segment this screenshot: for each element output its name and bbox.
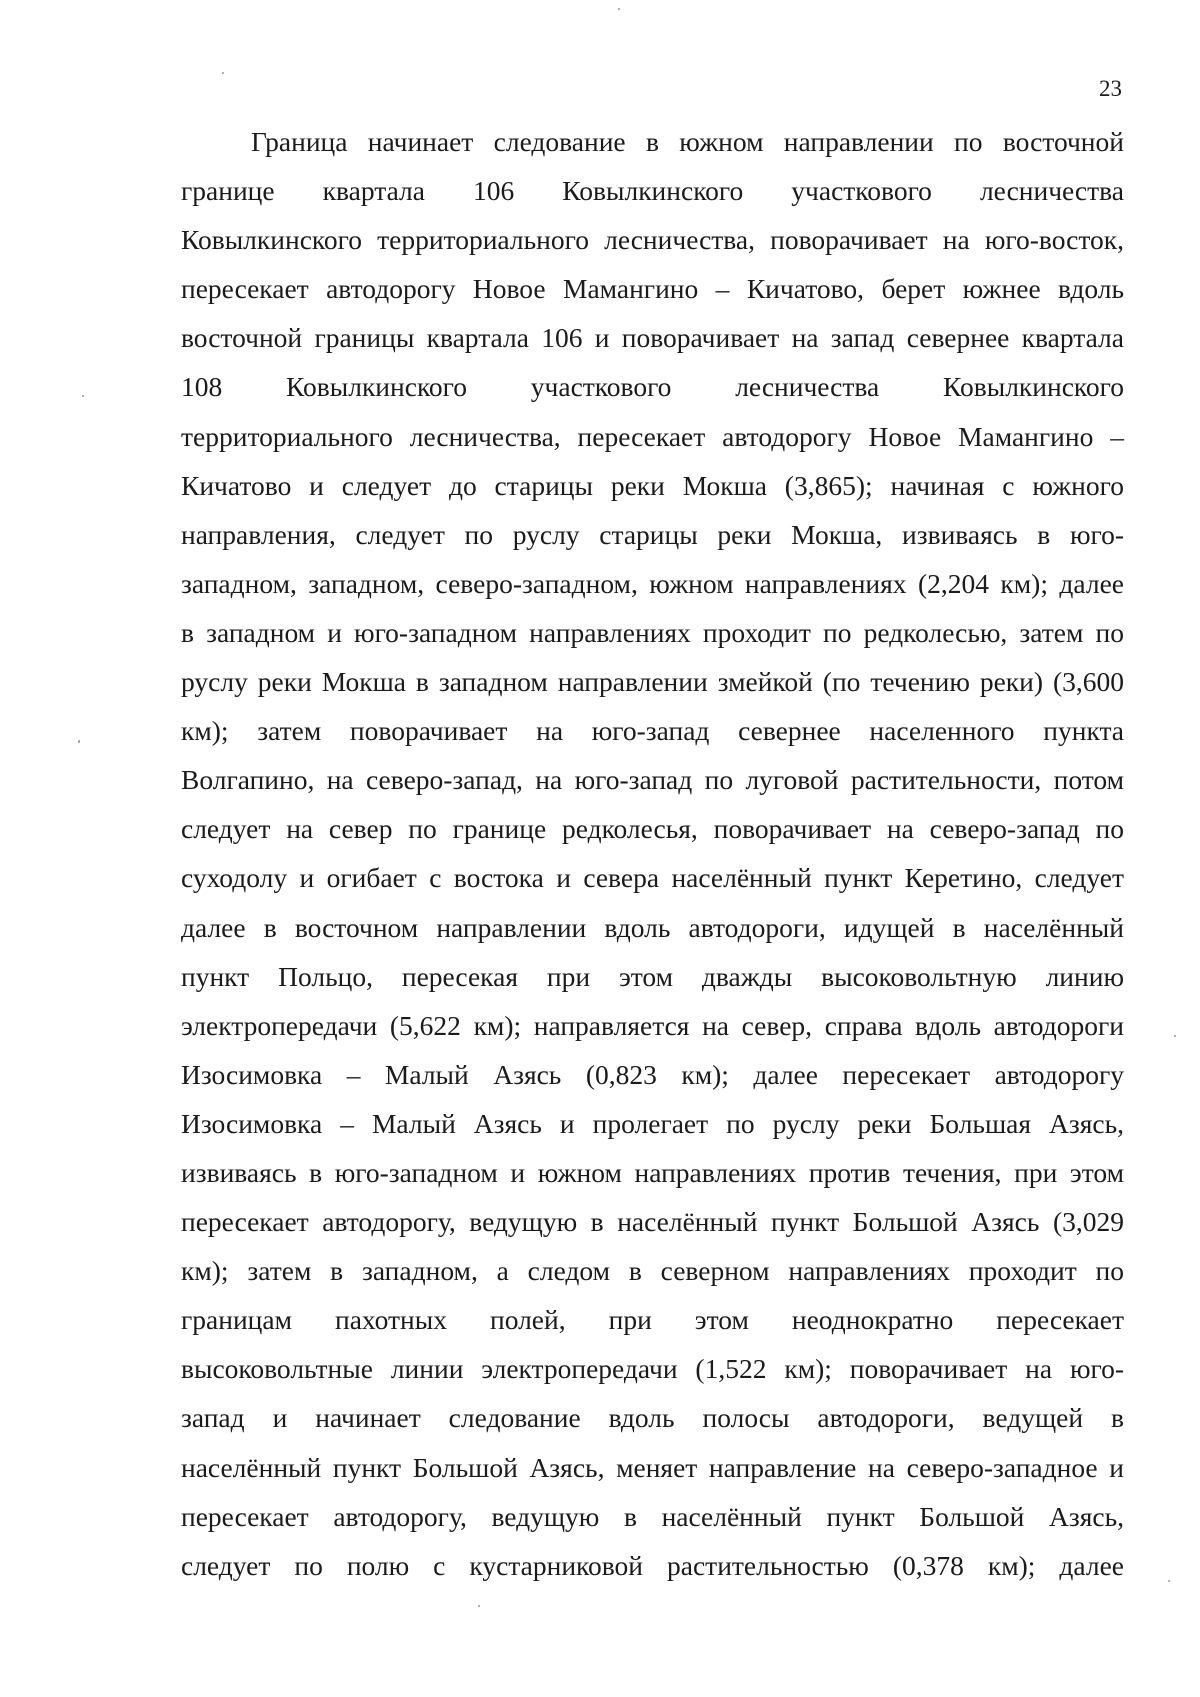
text-line: границам пахотных полей, при этом неоднократно пересекает <box>181 1304 1124 1336</box>
text-line: населённый пункт Большой Азясь, меняет направление на северо-западное и <box>181 1451 1124 1483</box>
text-line: км); затем поворачивает на юго-запад севернее населенного пункта <box>181 715 1124 747</box>
text-line: пункт Польцо, пересекая при этом дважды высоковольтную линию <box>181 960 1124 992</box>
page-number: 23 <box>1099 76 1122 101</box>
text-line: электропередачи (5,622 км); направляется на север, справа вдоль автодороги <box>181 1009 1124 1041</box>
text-line: Граница начинает следование в южном направлении по восточной <box>251 126 1124 157</box>
text-line: 108 Ковылкинского участкового лесничества Ковылкинского <box>181 371 1124 403</box>
text-line: км); затем в западном, а следом в северном направлениях проходит по <box>181 1255 1124 1287</box>
scan-speck <box>82 395 84 397</box>
scan-speck <box>1168 1580 1170 1582</box>
scan-speck <box>78 740 80 743</box>
text-line: Изосимовка – Малый Азясь и пролегает по руслу реки Большая Азясь, <box>181 1107 1124 1139</box>
boundary-description-paragraph <box>181 117 1124 1590</box>
text-line: в западном и юго-западном направлениях проходит по редколесью, затем по <box>181 616 1124 648</box>
scan-speck <box>1174 1035 1176 1037</box>
text-line: запад и начинает следование вдоль полосы автодороги, ведущей в <box>181 1402 1124 1434</box>
text-line: Изосимовка – Малый Азясь (0,823 км); далее пересекает автодорогу <box>181 1058 1124 1090</box>
text-line: высоковольтные линии электропередачи (1,522 км); поворачивает на юго- <box>181 1353 1124 1385</box>
text-line: территориального лесничества, пересекает автодорогу Новое Мамангино – <box>181 420 1124 452</box>
text-line: Волгапино, на северо-запад, на юго-запад по луговой растительности, потом <box>181 764 1124 796</box>
text-line: пересекает автодорогу, ведущую в населённый пункт Большой Азясь, <box>181 1500 1124 1532</box>
text-line: Кичатово и следует до старицы реки Мокша (3,865); начиная с южного <box>181 469 1124 501</box>
scan-speck <box>478 1605 480 1607</box>
text-line: восточной границы квартала 106 и поворачивает на запад севернее квартала <box>181 322 1124 354</box>
text-line: далее в восточном направлении вдоль автодороги, идущей в населённый <box>181 911 1124 943</box>
text-line: пересекает автодорогу Новое Мамангино – Кичатово, берет южнее вдоль <box>181 273 1124 305</box>
text-line: извиваясь в юго-западном и южном направлениях против течения, при этом <box>181 1156 1124 1188</box>
text-line: руслу реки Мокша в западном направлении змейкой (по течению реки) (3,600 <box>181 666 1124 698</box>
scan-speck <box>618 8 620 10</box>
text-line: границе квартала 106 Ковылкинского участкового лесничества <box>181 175 1124 207</box>
text-line: следует на север по границе редколесья, поворачивает на северо-запад по <box>181 813 1124 845</box>
text-line: суходолу и огибает с востока и севера населённый пункт Керетино, следует <box>181 862 1124 894</box>
scan-speck <box>222 72 224 74</box>
text-line: Ковылкинского территориального лесничества, поворачивает на юго-восток, <box>181 224 1124 256</box>
text-line: пересекает автодорогу, ведущую в населённый пункт Большой Азясь (3,029 <box>181 1206 1124 1238</box>
text-line: направления, следует по руслу старицы реки Мокша, извиваясь в юго- <box>181 518 1124 550</box>
text-line: следует по полю с кустарниковой растительностью (0,378 км); далее <box>181 1549 1124 1581</box>
text-line: западном, западном, северо-западном, южном направлениях (2,204 км); далее <box>181 567 1124 599</box>
